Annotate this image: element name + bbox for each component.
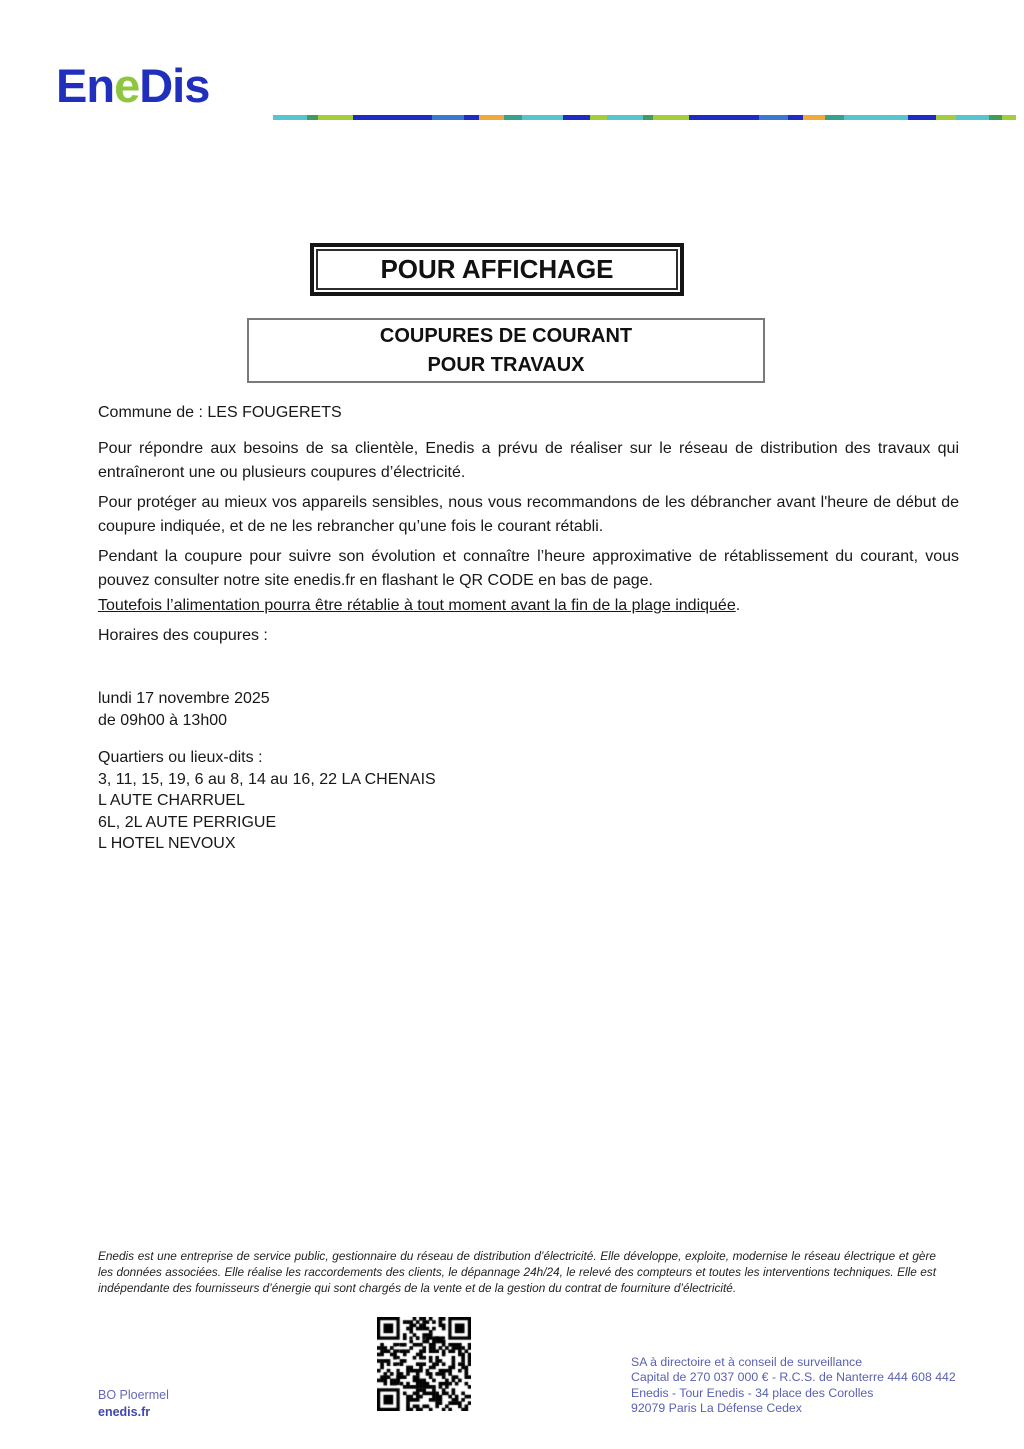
warning-underlined-text: Toutefois l’alimentation pourra être rétablie à tout moment avant la fin de la plage indiquée [98, 597, 736, 614]
brand-line-segment [522, 115, 563, 120]
brand-line-segment [307, 115, 319, 120]
legal-line: SA à directoire et à conseil de surveillance [631, 1355, 863, 1369]
brand-color-line [273, 115, 1016, 120]
brand-line-segment [788, 115, 803, 120]
qr-code [377, 1317, 471, 1411]
paragraph-intro: Pour répondre aux besoins de sa clientèle, Enedis a prévu de réaliser sur le réseau de distribution des travaux qui entraîneront une ou plusieurs coupures d’électricité. [98, 440, 959, 481]
brand-line-segment [759, 115, 788, 120]
brand-line-segment [989, 115, 1002, 120]
legal-block [631, 1355, 956, 1417]
quartiers-label: Quartiers ou lieux-dits : [98, 749, 263, 766]
paragraph-qrcode: Pendant la coupure pour suivre son évolution et connaître l’heure approximative de rétablissement du courant, vous pouvez consulter notre site enedis.fr en flashant le QR CODE en bas de page. [98, 548, 959, 589]
schedule-block [98, 688, 959, 732]
brand-line-segment [353, 115, 431, 120]
quartiers-line: 6L, 2L AUTE PERRIGUE [98, 813, 277, 831]
brand-line-segment [479, 115, 505, 120]
legal-line: Capital de 270 037 000 € - R.C.S. de Nanterre 444 608 442 [631, 1370, 956, 1385]
quartiers-line: 3, 11, 15, 19, 6 au 8, 14 au 16, 22 LA CHENAIS [98, 770, 436, 788]
brand-line-segment [689, 115, 759, 120]
brand-line-segment [563, 115, 591, 120]
enedis-logo [56, 59, 210, 112]
logo-text-e: e [114, 59, 140, 112]
warning-period: . [735, 597, 741, 614]
brand-line-segment [803, 115, 825, 120]
quartiers-block [98, 747, 959, 855]
brand-line-segment [956, 115, 990, 120]
coupures-line1: COUPURES DE COURANT [379, 324, 633, 347]
brand-line-segment [607, 115, 643, 120]
schedule-date: lundi 17 novembre 2025 [98, 690, 270, 707]
legal-line: 92079 Paris La Défense Cedex [631, 1401, 802, 1416]
quartiers-line: L AUTE CHARRUEL [98, 792, 245, 809]
brand-line-segment [936, 115, 956, 120]
regional-office: BO Ploermel [98, 1388, 169, 1402]
pour-affichage-banner [310, 243, 684, 296]
about-enedis-text: Enedis est une entreprise de service public, gestionnaire du réseau de distribution d’électricité. Elle développe, exploite, modernise le réseau électrique et gère les données associées. Elle réalise les raccordements des clients, le dépannage 24h/24, le relevé des compteurs et toutes les interventions techniques. Elle est indépendante des fournisseurs d’énergie qui sont chargés de la vente et de la gestion du contrat de fourniture d’électricité. [98, 1249, 936, 1295]
brand-line-segment [464, 115, 479, 120]
brand-line-segment [504, 115, 521, 120]
brand-line-segment [825, 115, 844, 120]
brand-line-segment [318, 115, 353, 120]
paragraph-advice: Pour protéger au mieux vos appareils sensibles, nous vous recommandons de les débrancher avant l'heure de début de coupure indiquée, et de ne les rebrancher qu’une fois le courant rétabli. [98, 494, 959, 535]
brand-line-segment [432, 115, 464, 120]
brand-line-segment [844, 115, 908, 120]
brand-line-segment [653, 115, 689, 120]
regional-office-block [98, 1387, 169, 1421]
pour-affichage-label: POUR AFFICHAGE [316, 249, 678, 290]
enedis-fr-label: enedis.fr [98, 1405, 151, 1419]
legal-line: Enedis - Tour Enedis - 34 place des Corolles [631, 1385, 874, 1400]
logo-text-dis: Dis [139, 59, 210, 112]
brand-line-segment [643, 115, 653, 120]
commune-line: Commune de : LES FOUGERETS [98, 404, 342, 421]
paragraph-warning [98, 597, 959, 615]
quartiers-line: L HOTEL NEVOUX [98, 835, 236, 852]
horaires-label: Horaires des coupures : [98, 627, 268, 644]
brand-line-segment [908, 115, 936, 120]
coupures-banner [247, 318, 765, 383]
brand-line-segment [1002, 115, 1016, 120]
logo-text-en: En [56, 59, 115, 112]
coupures-line2: POUR TRAVAUX [427, 353, 585, 376]
brand-line-segment [590, 115, 606, 120]
schedule-time: de 09h00 à 13h00 [98, 712, 228, 729]
brand-line-segment [273, 115, 307, 120]
